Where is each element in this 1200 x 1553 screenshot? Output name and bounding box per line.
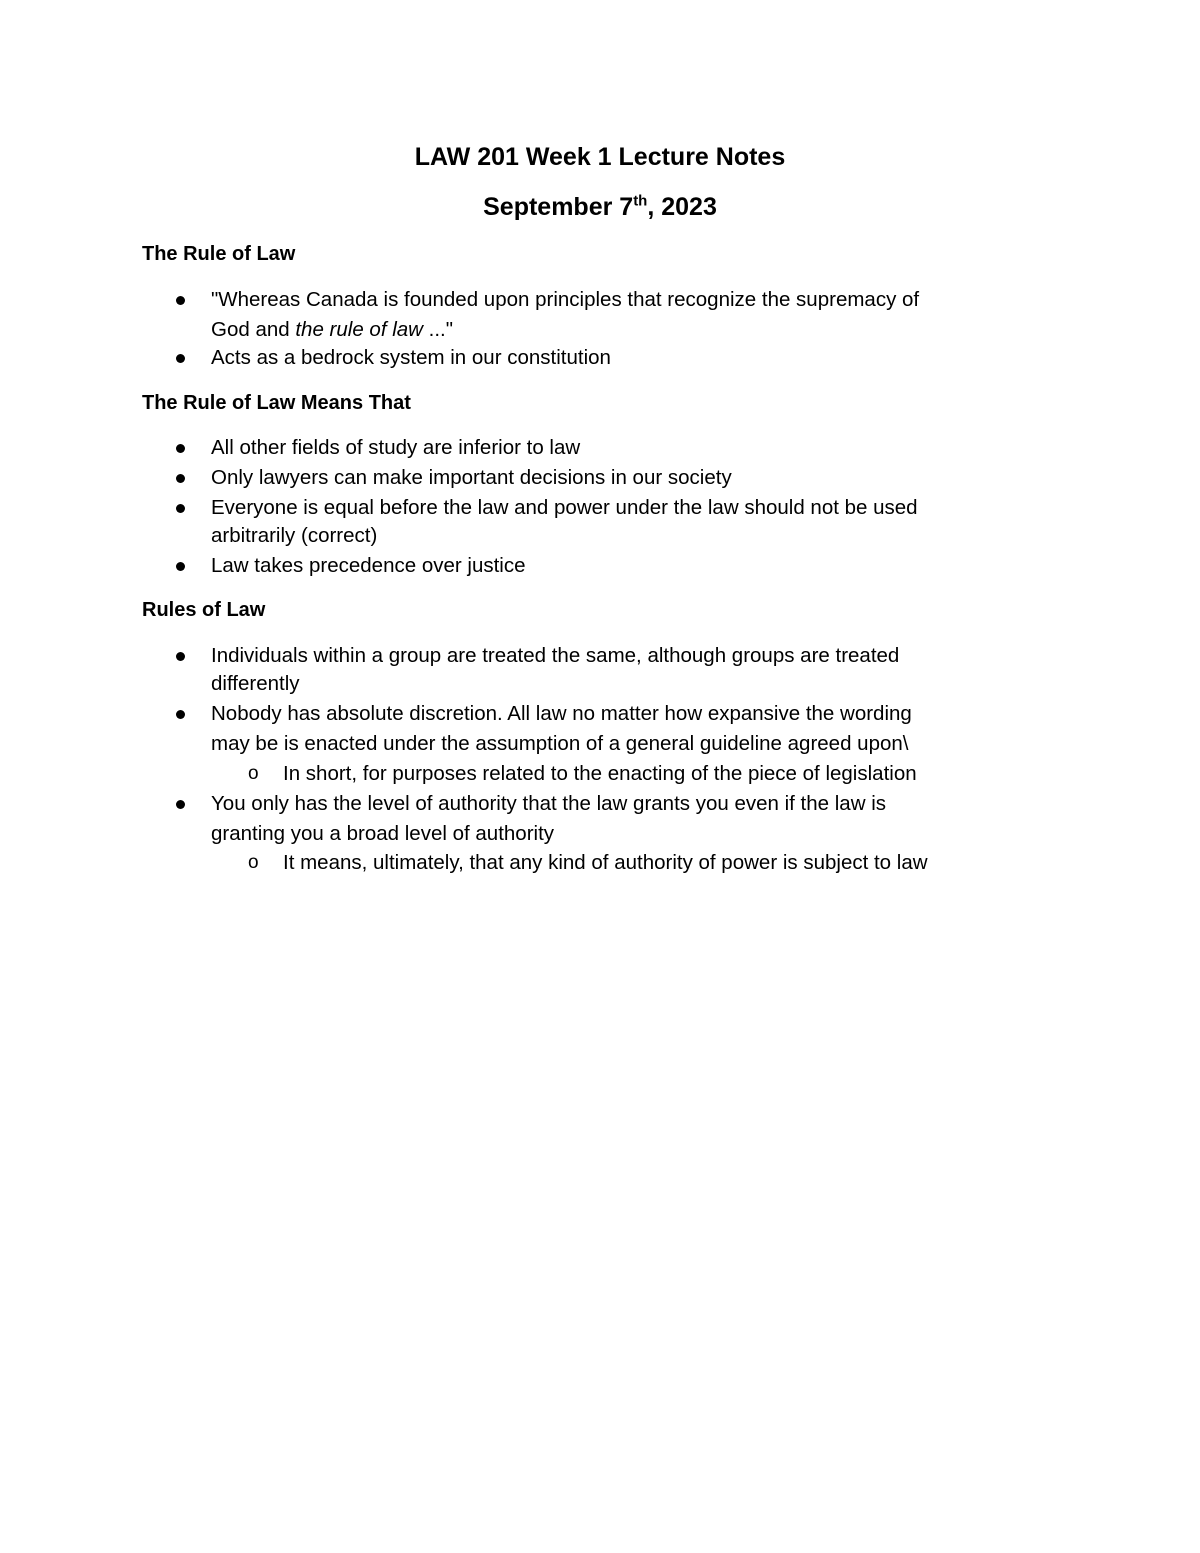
quote-text: God and (211, 318, 296, 341)
list-item-text: Law takes precedence over justice (211, 554, 526, 577)
list-item-text: Individuals within a group are treated the same, although groups are treated (211, 644, 900, 667)
sub-bullet-icon: o (248, 852, 259, 873)
bullet-icon (176, 652, 185, 661)
sub-list-item-text: In short, for purposes related to the enacting of the piece of legislation (283, 762, 917, 785)
list-item-text: Only lawyers can make important decisions in our society (211, 466, 732, 489)
bullet-icon (176, 504, 185, 513)
list-item-text-continued: granting you a broad level of authority (211, 822, 555, 845)
bullet-icon (176, 296, 185, 305)
date-superscript: th (633, 192, 648, 210)
list-item-text: Everyone is equal before the law and power under the law should not be used (211, 496, 918, 519)
section-heading-rule-of-law: The Rule of Law (142, 243, 296, 265)
bullet-icon (176, 444, 185, 453)
bullet-icon (176, 710, 185, 719)
list-item-text: "Whereas Canada is founded upon principles that recognize the supremacy of (211, 288, 920, 311)
list-item-text: You only has the level of authority that the law grants you even if the law is (211, 792, 887, 815)
bullet-icon (176, 354, 185, 363)
quote-end-text: ..." (422, 318, 454, 341)
list-item-text: Nobody has absolute discretion. All law no matter how expansive the wording (211, 702, 912, 725)
list-item-text: Acts as a bedrock system in our constitution (211, 346, 611, 369)
document-title: LAW 201 Week 1 Lecture Notes (414, 143, 786, 171)
quote-italic-text: the rule of law (295, 318, 423, 341)
list-item-text: All other fields of study are inferior to law (211, 436, 581, 459)
section-heading-rule-of-law-means-that: The Rule of Law Means That (142, 392, 411, 414)
list-item-text-continued: arbitrarily (correct) (211, 524, 378, 547)
list-item-text-continued (211, 316, 453, 344)
date-prefix: September 7 (483, 193, 634, 221)
date-suffix: , 2023 (647, 193, 717, 221)
bullet-icon (176, 800, 185, 809)
list-item-text-continued: may be is enacted under the assumption of a general guideline agreed upon\ (211, 732, 909, 755)
section-heading-rules-of-law: Rules of Law (142, 599, 266, 621)
sub-bullet-icon: o (248, 763, 259, 784)
bullet-icon (176, 562, 185, 571)
document-date (0, 192, 1200, 222)
sub-list-item-text: It means, ultimately, that any kind of authority of power is subject to law (283, 851, 928, 874)
bullet-icon (176, 474, 185, 483)
list-item-text-continued: differently (211, 672, 300, 695)
